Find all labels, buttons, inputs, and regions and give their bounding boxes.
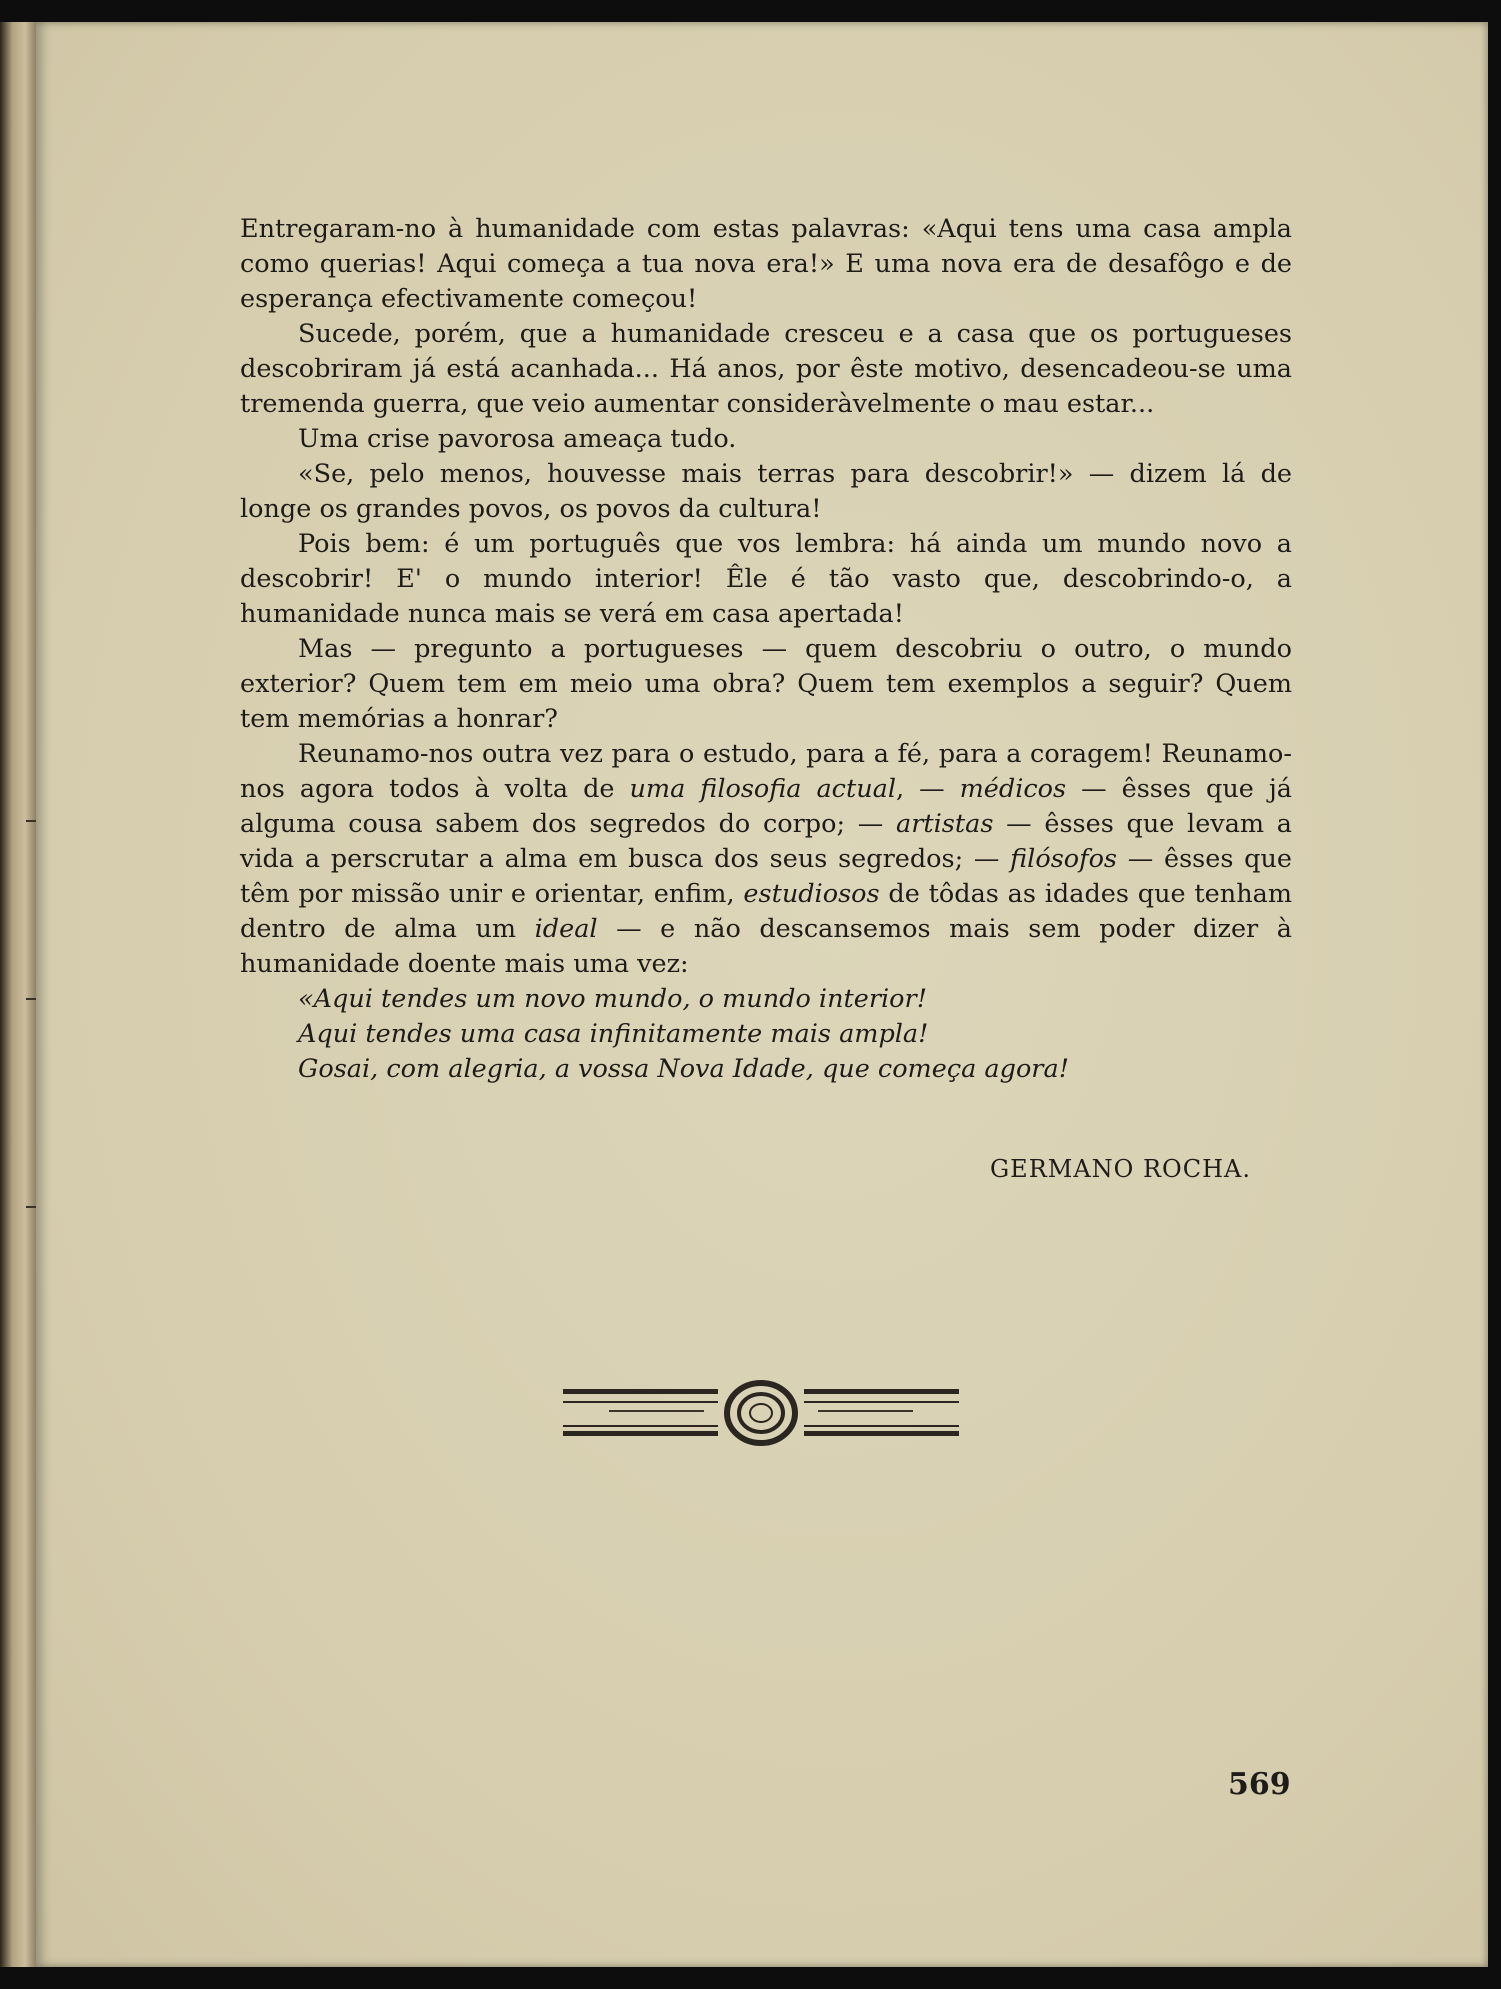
page-number: 569 [1228,1767,1291,1802]
quote-line: Gosai, com alegria, a vossa Nova Idade, que começa agora! [298,1054,1069,1084]
ornament-icon [561,1377,961,1449]
italic-run: filósofos [1010,844,1118,874]
paragraph: Pois bem: é um português que vos lembra: há ainda um mundo novo a descobrir! E' o mundo interior! Êle é tão vasto que, descobrindo-o, a humanidade nunca mais se verá em casa apertada! [240,529,1292,629]
text-run: , — [896,774,960,804]
text-run: — e não descansemos mais sem poder dizer à humanidade doente mais uma vez: [240,914,1293,979]
book-spine [0,22,36,1967]
paragraph: «Se, pelo menos, houvesse mais terras para descobrir!» — dizem lá de longe os grandes povos, os povos da cultura! [240,459,1292,524]
text-run: de tôdas as idades que tenham dentro de alma um [240,879,1292,944]
italic-run: artistas [896,809,994,839]
text-run: — êsses que já alguma cousa sabem dos segredos do corpo; — [240,774,1293,839]
paragraph: Uma crise pavorosa ameaça tudo. [298,424,737,454]
paragraph: Entregaram-no à humanidade com estas palavras: «Aqui tens uma casa ampla como querias! Aqui começa a tua nova era!» E uma nova era de desafôgo e de esperança efectivamente começou! [240,214,1292,314]
text-run: — êsses que levam a vida a perscrutar a alma em busca dos seus segredos; — [240,809,1293,874]
italic-run: uma filosofia actual [629,774,896,804]
italic-run: médicos [959,774,1067,804]
paragraph: Sucede, porém, que a humanidade cresceu e a casa que os portugueses descobriram já está acanhada... Há anos, por êste motivo, desencadeou-se uma tremenda guerra, que veio aumentar consideràvelmente o mau estar... [240,319,1292,419]
body-text [240,212,1292,1087]
paragraph: Mas — pregunto a portugueses — quem descobriu o outro, o mundo exterior? Quem tem em meio uma obra? Quem tem exemplos a seguir? Quem tem memórias a honrar? [240,634,1292,734]
italic-run: estudiosos [743,879,880,909]
text-run: — êsses que têm por missão unir e orientar, enfim, [240,844,1292,909]
quote-line: Aqui tendes uma casa infinitamente mais ampla! [298,1019,929,1049]
quote-line: «Aqui tendes um novo mundo, o mundo interior! [298,984,927,1014]
paragraph-final [240,737,1292,982]
book-page [36,22,1488,1967]
text-run: Reunamo-nos outra vez para o estudo, para a fé, para a coragem! Reunamo-nos agora todos à volta de [240,739,1292,804]
author-signature: GERMANO ROCHA. [990,1155,1251,1183]
italic-run: ideal [534,914,598,944]
